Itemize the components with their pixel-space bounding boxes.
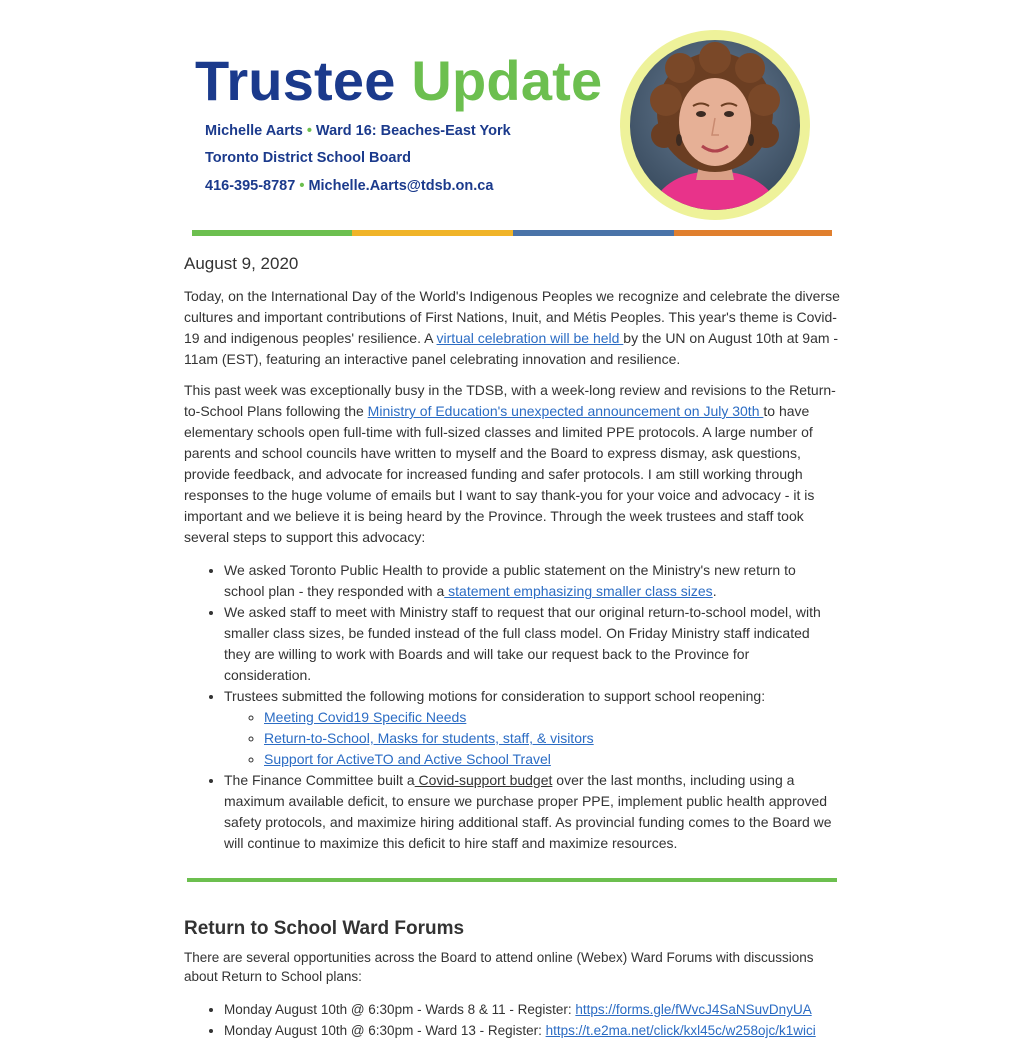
newsletter-header	[0, 0, 1024, 240]
virtual-celebration-link[interactable]: virtual celebration will be held	[436, 330, 624, 346]
email-address[interactable]: Michelle.Aarts@tdsb.on.ca	[308, 178, 494, 194]
motion-item	[264, 707, 840, 728]
forum-item-text: Monday August 10th @ 6:30pm - Wards 8 & 11 - Register:	[224, 1002, 576, 1017]
para1-text-end: by the UN on August 10th at 9am - 11am (EST), featuring an interactive panel celebrating innovation and resilience.	[184, 330, 839, 367]
color-bar-blue	[513, 230, 674, 236]
separator-dot: •	[299, 178, 305, 194]
title-trustee: Trustee	[195, 49, 396, 112]
motion-item	[264, 728, 840, 749]
newsletter-body	[184, 252, 840, 1041]
list-item-text: over the last months, including using a maximum available deficit, to ensure we purchase proper PPE, implement public health approved safety protocols, and maximize hiring additional staff. As provincial funding comes to the Board we will continue to maximize this deficit to hire staff and maximize resources.	[224, 772, 832, 851]
forum-register-link[interactable]: https://t.e2ma.net/click/kxl45c/w258ojc/k1wici	[545, 1023, 816, 1038]
separator-dot: •	[306, 123, 312, 139]
tph-statement-link[interactable]: statement emphasizing smaller class sizes	[444, 583, 713, 599]
forum-register-link[interactable]: https://forms.gle/fWvcJ4SaNSuvDnyUA	[575, 1002, 812, 1017]
color-bar-yellow	[352, 230, 513, 236]
advocacy-steps-list	[184, 560, 840, 854]
motion-link-masks[interactable]: Return-to-School, Masks for students, staff, & visitors	[264, 730, 594, 746]
forum-item	[224, 1020, 840, 1041]
trustee-portrait	[630, 40, 800, 210]
list-item	[224, 686, 840, 770]
busy-week-paragraph	[184, 380, 840, 548]
board-name: Toronto District School Board	[205, 150, 411, 166]
para2-text: This past week was exceptionally busy in the TDSB, with a week-long review and revisions to the Return-to-School Plans following the	[184, 382, 836, 419]
ward-name: Ward 16: Beaches-East York	[315, 123, 511, 139]
list-item: • We asked staff to meet with Ministry staff to request that our original return-to-school model, with smaller class sizes, be funded instead of the full class model. On Friday Ministry staff indicated they are willing to work with Boards and will take our request back to the Province for consideration.	[224, 602, 840, 686]
list-item-text: .	[712, 583, 717, 599]
list-item-text: The Finance Committee built a	[224, 772, 415, 788]
section-divider	[187, 878, 837, 882]
covid-budget-link[interactable]: Covid-support budget	[414, 772, 553, 788]
motions-list	[224, 707, 840, 770]
color-bar-orange	[674, 230, 832, 236]
list-item	[224, 560, 840, 602]
title-update: Update	[411, 49, 603, 112]
list-item	[224, 770, 840, 854]
list-item-text: Trustees submitted the following motions for consideration to support school reopening:	[224, 688, 766, 704]
forum-item	[224, 999, 840, 1020]
motion-link-activeto[interactable]: Support for ActiveTO and Active School Travel	[264, 751, 551, 767]
para1-text: Today, on the International Day of the World's Indigenous Peoples we recognize and celebrate the diverse cultures and important contributions of First Nations, Inuit, and Métis Peoples. This year's theme is Covid-19 and indigenous peoples' resilience. A	[184, 288, 840, 346]
list-item-text: We asked Toronto Public Health to provide a public statement on the Ministry's new return to school plan - they responded with a	[224, 562, 796, 599]
ministry-announcement-link[interactable]: Ministry of Education's unexpected announcement on July 30th	[367, 403, 764, 419]
intro-paragraph	[184, 286, 840, 370]
contact-line	[205, 178, 493, 194]
motion-item	[264, 749, 840, 770]
issue-date: August 9, 2020	[184, 254, 299, 273]
trustee-name: Michelle Aarts	[205, 123, 303, 139]
para2-text-end: to have elementary schools open full-time with full-sized classes and limited PPE protocols. A large number of parents and school councils have written to myself and the Board to express dismay, ask questions, provide feedback, and advocate for increased funding and safer protocols. I am still working through responses to the huge volume of emails but I want to say thank-you for your voice and advocacy - it is important and we believe it is being heard by the Province. Through the week trustees and staff took several steps to support this advocacy:	[184, 403, 815, 545]
forum-item-text: Monday August 10th @ 6:30pm - Ward 13 - Register:	[224, 1023, 546, 1038]
forums-list	[184, 999, 840, 1041]
motion-link-covid19-needs[interactable]: Meeting Covid19 Specific Needs	[264, 709, 467, 725]
phone-number: 416-395-8787	[205, 178, 296, 194]
forums-intro: There are several opportunities across the Board to attend online (Webex) Ward Forums with discussions about Return to School plans:	[184, 950, 814, 984]
trustee-name-line	[205, 123, 511, 139]
forums-heading: Return to School Ward Forums	[184, 918, 465, 939]
color-bar-green	[192, 230, 352, 236]
newsletter-title	[195, 48, 602, 114]
